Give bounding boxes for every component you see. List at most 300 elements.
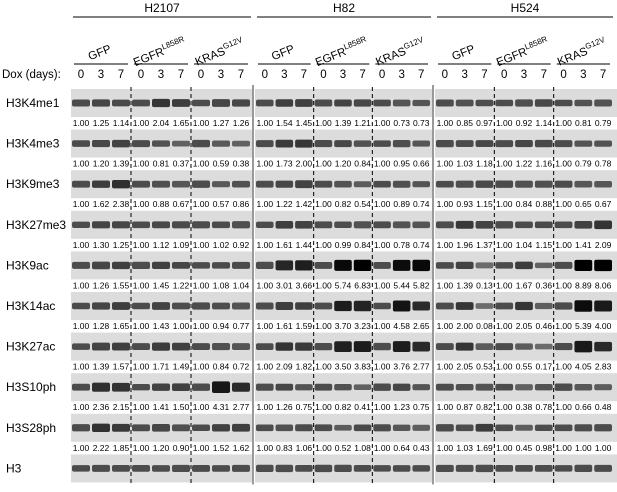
blot-band (436, 465, 454, 472)
quantification-value: 1.85 (112, 442, 130, 453)
blot-band (72, 424, 90, 431)
quantification-value: 2.00 (295, 158, 313, 169)
blot-band (594, 384, 612, 390)
quantification-value: 1.00 (373, 442, 391, 453)
blot-band (295, 221, 313, 229)
blot-band (373, 221, 391, 228)
quantification-value: 1.67 (515, 280, 533, 291)
quantification-value: 1.71 (152, 361, 170, 372)
blot-band (334, 140, 352, 147)
blot-band (535, 263, 553, 269)
quantification-value: 0.66 (575, 402, 592, 413)
quantification-value: 0.46 (535, 321, 553, 331)
quantification-value: 4.05 (575, 361, 592, 372)
blot-band (172, 343, 190, 351)
quantification-value: 1.21 (354, 118, 371, 128)
time-point-label: 3 (339, 69, 347, 81)
blot-band (495, 221, 513, 228)
time-point-label: 0 (378, 69, 386, 81)
quantification-value: 1.00 (315, 280, 332, 291)
blot-band (495, 303, 513, 310)
quantification-value: 0.93 (456, 199, 473, 210)
blot-band (393, 260, 411, 271)
blot-band (393, 300, 411, 311)
blot-band (476, 221, 494, 229)
quantification-value: 0.41 (354, 402, 371, 413)
quantification-value: 1.62 (232, 442, 250, 453)
blot-band (152, 342, 170, 350)
histone-mark-label: H3K9me3 (6, 177, 60, 192)
quantification-value: 0.13 (476, 280, 493, 291)
quantification-value: 0.37 (172, 158, 190, 169)
construct-label: $KRAS^{G12V}$ (374, 35, 425, 69)
time-point-label: 0 (441, 69, 449, 81)
blot-band (276, 465, 294, 472)
quantification-value: 0.84 (212, 361, 230, 372)
blot-band (373, 424, 391, 431)
quantification-value: 5.44 (393, 280, 410, 291)
time-point-label: 7 (481, 69, 488, 81)
blot-band (436, 343, 454, 350)
quantification-value: 0.52 (334, 442, 352, 453)
quantification-value: 1.03 (456, 442, 473, 453)
quantification-value: 1.57 (112, 361, 130, 372)
quantification-value: 1.00 (132, 321, 150, 331)
blot-band (256, 384, 274, 391)
blot-band (334, 222, 352, 228)
blot-band (72, 100, 90, 107)
quantification-value: 0.81 (575, 118, 592, 128)
quantification-value: 1.73 (276, 158, 293, 169)
quantification-value: 1.00 (72, 361, 90, 372)
blot-band (295, 384, 313, 390)
time-point-label: 3 (97, 69, 105, 81)
blot-band (192, 140, 210, 147)
time-point-label: 7 (237, 69, 245, 81)
quantification-value: 0.73 (393, 118, 410, 128)
blot-band (574, 100, 592, 107)
blot-band (373, 343, 391, 350)
blot-band (535, 384, 553, 390)
time-point-label: 3 (217, 69, 225, 81)
quantification-value: 1.65 (112, 321, 130, 331)
blot-band (456, 100, 474, 107)
quantification-value: 0.82 (334, 199, 352, 210)
quantification-value: 1.00 (315, 442, 332, 453)
blot-band (232, 141, 250, 147)
quantification-value: 1.14 (112, 118, 130, 128)
blot-band (535, 425, 553, 431)
blot-band (232, 99, 250, 106)
blot-band (373, 262, 391, 269)
blot-band (412, 141, 430, 147)
quantification-value: 1.00 (555, 239, 572, 250)
quantification-value: 2.83 (594, 361, 612, 372)
blot-band (92, 383, 110, 392)
blot-band (535, 344, 553, 350)
blot-band (393, 384, 411, 391)
quantification-value: 0.79 (575, 158, 592, 169)
quantification-value: 0.82 (476, 402, 493, 413)
blot-band (334, 301, 352, 311)
quantification-value: 1.37 (476, 239, 493, 250)
blot-band (212, 303, 230, 310)
quantification-value: 1.00 (436, 280, 454, 291)
blot-band (276, 221, 294, 229)
blot-band (152, 99, 170, 107)
blot-band (295, 99, 313, 107)
quantification-value: 1.43 (152, 321, 170, 331)
quantification-value: 0.97 (476, 118, 493, 128)
blot-band (515, 425, 533, 431)
quantification-value: 0.17 (535, 361, 553, 372)
blot-band (354, 99, 372, 106)
blot-band (295, 342, 313, 350)
quantification-value: 0.72 (232, 361, 250, 372)
blot-band (594, 342, 612, 351)
quantification-value: 1.00 (575, 442, 592, 453)
quantification-value: 1.00 (373, 118, 391, 128)
blot-band (232, 302, 250, 309)
blot-band (276, 140, 294, 148)
blot-band (132, 262, 150, 269)
blot-band (456, 140, 474, 147)
blot-band (112, 302, 130, 310)
blot-band (555, 302, 573, 309)
blot-band (476, 424, 494, 432)
quantification-value: 2.09 (594, 239, 612, 250)
time-point-label: 0 (261, 69, 268, 81)
blot-band (152, 262, 170, 269)
quantification-value: 1.00 (495, 442, 513, 453)
blot-band (334, 425, 352, 431)
quantification-value: 6.83 (354, 280, 371, 291)
quantification-value: 1.23 (393, 402, 410, 413)
blot-band (393, 425, 411, 431)
blot-band (172, 465, 190, 472)
blot-band (276, 425, 294, 432)
blot-band (132, 424, 150, 431)
blot-band (192, 343, 210, 350)
quantification-value: 2.77 (412, 361, 430, 372)
quantification-value: 3.23 (354, 321, 371, 331)
quantification-value: 1.16 (535, 158, 553, 169)
quantification-value: 1.39 (456, 280, 473, 291)
quantification-value: 1.00 (256, 321, 274, 331)
histone-mark-label: H3K14ac (6, 299, 56, 313)
time-point-label: 3 (520, 69, 528, 81)
quantification-value: 2.36 (92, 402, 110, 413)
blot-band (152, 384, 170, 391)
quantification-value: 1.65 (172, 118, 190, 128)
quantification-value: 1.15 (476, 199, 493, 210)
quantification-value: 1.00 (256, 442, 274, 453)
quantification-value: 1.39 (334, 118, 352, 128)
quantification-value: 3.01 (276, 280, 293, 291)
blot-band (212, 343, 230, 350)
quantification-value: 0.81 (152, 158, 170, 169)
blot-band (476, 180, 494, 187)
construct-label: $KRAS^{G12V}$ (555, 35, 607, 69)
quantification-value: 1.39 (112, 158, 130, 169)
quantification-value: 4.31 (212, 402, 230, 413)
quantification-value: 0.74 (412, 199, 430, 210)
blot-band (476, 100, 494, 107)
histone-mark-label: H3S10ph (6, 380, 57, 395)
quantification-value: 1.00 (132, 239, 150, 250)
blot-band (132, 181, 150, 188)
quantification-value: 1.50 (172, 402, 190, 413)
quantification-value: 1.00 (495, 199, 513, 210)
quantification-value: 1.00 (172, 321, 190, 331)
quantification-value: 1.82 (295, 361, 313, 372)
blot-band (354, 384, 372, 390)
blot-band (315, 384, 333, 391)
blot-band (373, 384, 391, 391)
construct-label: $EGFR^{L858R}$ (494, 34, 549, 70)
quantification-value: 1.00 (72, 442, 90, 453)
quantification-value: 0.75 (412, 402, 430, 413)
blot-band (456, 302, 474, 310)
histone-mark-label: H3K27ac (6, 339, 56, 354)
blot-band (393, 341, 411, 352)
quantification-value: 1.45 (295, 118, 313, 128)
quantification-value: 0.92 (515, 118, 533, 128)
blot-band (315, 262, 333, 269)
blot-band (112, 262, 130, 269)
blot-band (412, 260, 430, 271)
blot-band (393, 181, 411, 188)
blot-band (555, 262, 573, 269)
blot-band (574, 341, 592, 352)
blot-band (192, 302, 210, 309)
blot-band (515, 384, 533, 390)
quantification-value: 1.00 (72, 199, 90, 210)
blot-band (212, 424, 230, 431)
quantification-value: 1.14 (535, 118, 553, 128)
quantification-value: 1.00 (555, 199, 572, 210)
time-point-label: 7 (359, 69, 366, 81)
blot-band (373, 140, 391, 146)
quantification-value: 0.67 (172, 199, 190, 210)
blot-band (393, 100, 411, 107)
blot-band (535, 221, 553, 228)
blot-band (495, 465, 513, 472)
quantification-value: 0.64 (393, 442, 410, 453)
cell-line-label: H524 (510, 1, 540, 15)
blot-band (334, 465, 352, 472)
blot-band (535, 465, 553, 472)
quantification-value: 0.87 (456, 402, 473, 413)
histone-mark-label: H3S28ph (6, 420, 57, 435)
blot-band (555, 181, 573, 188)
quantification-value: 1.00 (495, 118, 513, 128)
blot-band (515, 140, 533, 147)
blot-band (192, 100, 210, 106)
time-point-label: 0 (560, 69, 567, 81)
quantification-value: 1.00 (192, 118, 210, 128)
time-point-label: 7 (300, 69, 308, 81)
blot-band (172, 141, 190, 147)
blot-band (112, 221, 130, 228)
blot-band (354, 465, 372, 472)
blot-band (132, 384, 150, 390)
blot-band (92, 99, 110, 106)
blot-band (132, 465, 150, 472)
quantification-value: 1.00 (132, 402, 150, 413)
time-point-label: 7 (117, 69, 125, 81)
quantification-value: 0.55 (515, 361, 533, 372)
quantification-value: 1.00 (594, 442, 612, 453)
quantification-value: 3.76 (393, 361, 410, 372)
blot-band (436, 221, 454, 228)
blot-band (476, 262, 494, 268)
blot-band (152, 221, 170, 228)
blot-band (112, 465, 130, 472)
time-point-label: 7 (540, 69, 547, 81)
quantification-value: 1.62 (92, 199, 110, 210)
quantification-value: 0.38 (515, 402, 533, 413)
quantification-value: 1.00 (555, 158, 572, 169)
quantification-value: 1.96 (456, 239, 473, 250)
quantification-value: 0.99 (334, 239, 352, 250)
quantification-value: 1.55 (112, 280, 130, 291)
blot-band (594, 465, 612, 472)
quantification-value: 1.00 (72, 118, 90, 128)
quantification-value: 5.82 (412, 280, 430, 291)
blot-band (256, 424, 274, 431)
quantification-value: 0.54 (354, 199, 371, 210)
quantification-value: 8.89 (575, 280, 592, 291)
quantification-value: 1.27 (212, 118, 230, 128)
quantification-value: 1.22 (515, 158, 533, 169)
blot-band (232, 383, 250, 392)
blot-band (515, 221, 533, 228)
blot-band (315, 99, 333, 106)
blot-band (354, 425, 372, 432)
quantification-value: 1.00 (436, 402, 454, 413)
blot-band (92, 465, 110, 472)
blot-band (212, 140, 230, 146)
blot-band (373, 181, 391, 188)
quantification-value: 1.02 (212, 239, 230, 250)
quantification-value: 1.00 (373, 280, 391, 291)
blot-band (456, 221, 474, 229)
quantification-value: 1.41 (575, 239, 592, 250)
quantification-value: 2.05 (515, 321, 533, 331)
blot-band (315, 465, 333, 472)
blot-band (412, 465, 430, 472)
quantification-value: 1.00 (555, 361, 572, 372)
quantification-value: 1.00 (555, 118, 572, 128)
blot-band (476, 384, 494, 391)
blot-band (354, 301, 372, 311)
quantification-value: 1.41 (152, 402, 170, 413)
quantification-value: 1.00 (373, 199, 391, 210)
time-point-label: 0 (320, 69, 327, 81)
quantification-value: 1.00 (132, 280, 150, 291)
quantification-value: 2.15 (112, 402, 130, 413)
quantification-value: 5.74 (334, 280, 352, 291)
quantification-values (73, 118, 612, 453)
quantification-value: 0.73 (412, 118, 430, 128)
quantification-value: 3.66 (295, 280, 313, 291)
blot-band (315, 181, 333, 188)
quantification-value: 2.09 (276, 361, 293, 372)
blot-band (132, 221, 150, 228)
blot-band (112, 100, 130, 107)
blot-band (192, 425, 210, 431)
time-point-label: 0 (501, 69, 508, 81)
quantification-value: 1.00 (72, 402, 90, 413)
quantification-value: 1.42 (295, 199, 313, 210)
quantification-value: 2.77 (232, 402, 250, 413)
quantification-value: 0.78 (393, 239, 410, 250)
quantification-value: 1.00 (373, 402, 391, 413)
blot-band (72, 262, 90, 269)
quantification-value: 0.57 (212, 199, 230, 210)
blot-band (315, 424, 333, 431)
blot-band (192, 181, 210, 188)
quantification-value: 1.00 (555, 402, 572, 413)
quantification-value: 0.84 (354, 158, 371, 169)
blot-band (112, 343, 130, 351)
blot-band (594, 300, 612, 311)
blot-band (495, 424, 513, 431)
blot-band (172, 181, 190, 188)
quantification-value: 0.79 (594, 118, 612, 128)
quantification-value: 3.83 (354, 361, 371, 372)
construct-label: $EGFR^{L858R}$ (313, 34, 368, 70)
quantification-value: 1.00 (132, 361, 150, 372)
quantification-value: 0.77 (232, 321, 250, 331)
quantification-value: 1.00 (132, 199, 150, 210)
blot-band (112, 180, 130, 188)
quantification-value: 2.65 (412, 321, 430, 331)
blot-band (152, 140, 170, 146)
blot-band (436, 100, 454, 107)
quantification-value: 1.00 (315, 158, 332, 169)
blot-band (436, 181, 454, 188)
blot-band (436, 424, 454, 431)
time-point-label: 7 (177, 69, 185, 81)
quantification-value: 1.00 (256, 239, 274, 250)
quantification-value: 0.67 (594, 199, 612, 210)
quantification-value: 1.28 (92, 321, 110, 331)
blot-band (456, 384, 474, 390)
blot-band (256, 222, 274, 228)
blot-band (476, 343, 494, 350)
construct-label: GFP (270, 43, 297, 64)
quantification-value: 4.58 (393, 321, 410, 331)
blot-band (276, 302, 294, 310)
quantification-value: 1.00 (495, 239, 513, 250)
blot-band (212, 181, 230, 187)
blot-band (92, 262, 110, 270)
time-point-label: 7 (418, 69, 425, 81)
quantification-value: 0.53 (476, 361, 493, 372)
quantification-value: 1.00 (192, 199, 210, 210)
figure-header (2, 1, 613, 81)
blot-band (295, 465, 313, 472)
blot-band (594, 424, 612, 431)
blot-band (393, 221, 411, 228)
quantification-value: 0.78 (594, 158, 612, 169)
blot-band (515, 465, 533, 472)
blot-band (315, 140, 333, 147)
blot-band (132, 100, 150, 107)
quantification-value: 0.66 (412, 158, 430, 169)
